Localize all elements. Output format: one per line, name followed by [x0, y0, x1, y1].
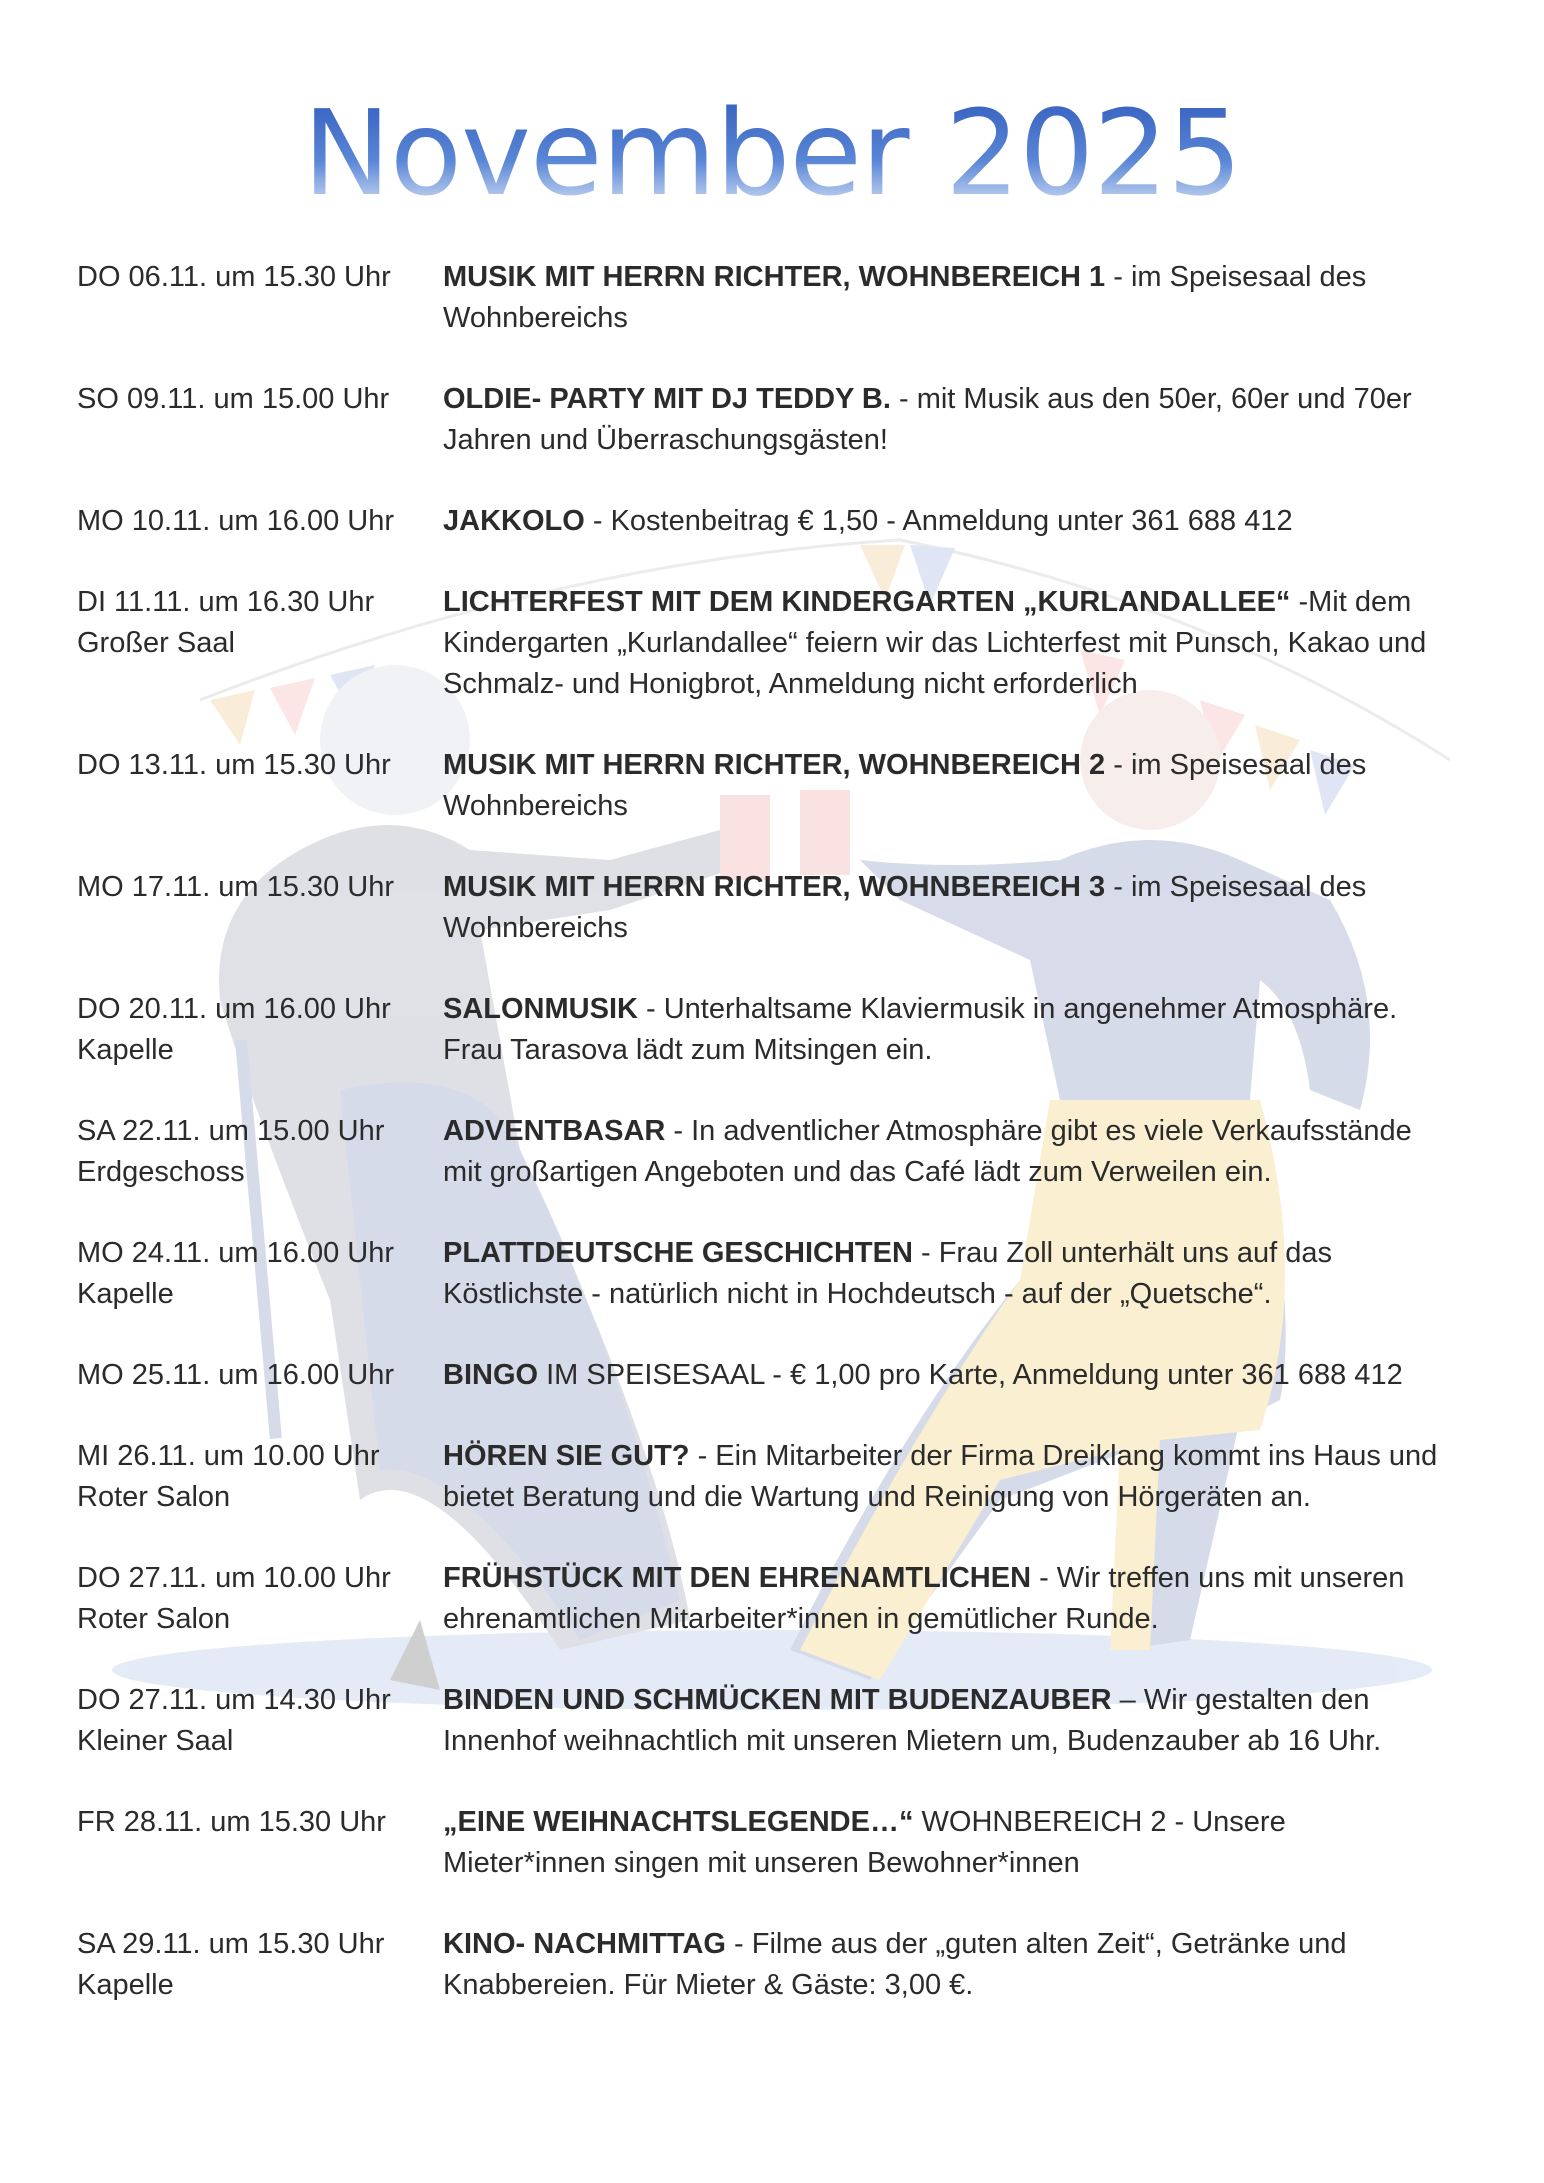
- event-headline: „EINE WEIHNACHTSLEGENDE…“: [443, 1806, 914, 1838]
- event-description: [443, 1802, 1443, 1884]
- event-when: [77, 1558, 443, 1640]
- event-date: MO 24.11. um 16.00 Uhr: [77, 1237, 395, 1269]
- event-when: [77, 1802, 443, 1884]
- event-location: Kapelle: [77, 1278, 174, 1310]
- event-description: [443, 1924, 1443, 2006]
- event-row: [77, 582, 1467, 705]
- page-title: November 2025: [303, 78, 1242, 228]
- event-when: [77, 1111, 443, 1193]
- event-when: [77, 582, 443, 705]
- event-row: [77, 257, 1467, 339]
- event-row: [77, 501, 1467, 542]
- event-date: MI 26.11. um 10.00 Uhr: [77, 1440, 380, 1472]
- event-date: MO 10.11. um 16.00 Uhr: [77, 505, 395, 537]
- event-description: [443, 379, 1443, 461]
- event-when: [77, 379, 443, 461]
- event-details: - im Speisesaal des Wohnbereichs: [443, 749, 1367, 822]
- event-description: [443, 257, 1443, 339]
- event-date: DO 06.11. um 15.30 Uhr: [77, 261, 391, 293]
- event-description: [443, 867, 1443, 949]
- event-details: - In adventlicher Atmosphäre gibt es viele Verkaufsstände mit großartigen Angeboten und das Café lädt zum Verweilen ein.: [443, 1115, 1412, 1188]
- event-list: [77, 257, 1467, 2046]
- event-date: DI 11.11. um 16.30 Uhr: [77, 586, 375, 618]
- title-container: [0, 78, 1544, 228]
- event-date: SO 09.11. um 15.00 Uhr: [77, 383, 390, 415]
- event-headline: SALONMUSIK: [443, 993, 638, 1025]
- event-details: IM SPEISESAAL - € 1,00 pro Karte, Anmeldung unter 361 688 412: [538, 1359, 1403, 1391]
- event-details: - Ein Mitarbeiter der Firma Dreiklang kommt ins Haus und bietet Beratung und die Wartung und Reinigung von Hörgeräten an.: [443, 1440, 1438, 1513]
- event-headline: ADVENTBASAR: [443, 1115, 666, 1147]
- event-row: [77, 1680, 1467, 1762]
- event-date: DO 20.11. um 16.00 Uhr: [77, 993, 391, 1025]
- event-when: [77, 745, 443, 827]
- event-details: - Frau Zoll unterhält uns auf das Köstlichste - natürlich nicht in Hochdeutsch - auf der „Quetsche“.: [443, 1237, 1333, 1310]
- event-headline: MUSIK MIT HERRN RICHTER, WOHNBEREICH 1: [443, 261, 1106, 293]
- event-row: [77, 379, 1467, 461]
- event-row: [77, 989, 1467, 1071]
- event-when: [77, 257, 443, 339]
- event-date: DO 27.11. um 14.30 Uhr: [77, 1684, 391, 1716]
- event-description: [443, 582, 1443, 705]
- event-description: [443, 989, 1443, 1071]
- event-headline: BINGO: [443, 1359, 539, 1391]
- event-description: [443, 501, 1443, 542]
- event-headline: PLATTDEUTSCHE GESCHICHTEN: [443, 1237, 913, 1269]
- event-location: Kleiner Saal: [77, 1725, 234, 1757]
- event-date: DO 27.11. um 10.00 Uhr: [77, 1562, 391, 1594]
- event-row: [77, 745, 1467, 827]
- event-headline: KINO- NACHMITTAG: [443, 1928, 726, 1960]
- event-description: [443, 1558, 1443, 1640]
- event-location: Roter Salon: [77, 1481, 231, 1513]
- event-details: - Wir treffen uns mit unseren ehrenamtlichen Mitarbeiter*innen in gemütlicher Runde.: [443, 1562, 1405, 1635]
- event-details: WOHNBEREICH 2 - Unsere Mieter*innen singen mit unseren Bewohner*innen: [443, 1806, 1286, 1879]
- event-headline: JAKKOLO: [443, 505, 585, 537]
- event-location: Erdgeschoss: [77, 1156, 245, 1188]
- event-when: [77, 1436, 443, 1518]
- event-when: [77, 1355, 443, 1396]
- event-description: [443, 1436, 1443, 1518]
- event-description: [443, 1355, 1443, 1396]
- event-headline: MUSIK MIT HERRN RICHTER, WOHNBEREICH 2: [443, 749, 1106, 781]
- event-date: SA 22.11. um 15.00 Uhr: [77, 1115, 385, 1147]
- event-row: [77, 1436, 1467, 1518]
- event-headline: BINDEN UND SCHMÜCKEN MIT BUDENZAUBER: [443, 1684, 1112, 1716]
- event-details: - im Speisesaal des Wohnbereichs: [443, 871, 1367, 944]
- event-location: Kapelle: [77, 1969, 174, 2001]
- event-headline: HÖREN SIE GUT?: [443, 1440, 690, 1472]
- event-date: MO 25.11. um 16.00 Uhr: [77, 1359, 395, 1391]
- event-row: [77, 1802, 1467, 1884]
- event-when: [77, 1233, 443, 1315]
- event-row: [77, 1355, 1467, 1396]
- event-location: Großer Saal: [77, 627, 235, 659]
- event-description: [443, 1680, 1443, 1762]
- event-headline: LICHTERFEST MIT DEM KINDERGARTEN „KURLANDALLEE“: [443, 586, 1291, 618]
- event-details: - im Speisesaal des Wohnbereichs: [443, 261, 1367, 334]
- event-when: [77, 1924, 443, 2006]
- event-row: [77, 867, 1467, 949]
- event-date: FR 28.11. um 15.30 Uhr: [77, 1806, 386, 1838]
- event-details: - Kostenbeitrag € 1,50 - Anmeldung unter 361 688 412: [584, 505, 1293, 537]
- event-location: Kapelle: [77, 1034, 174, 1066]
- event-location: Roter Salon: [77, 1603, 231, 1635]
- event-date: MO 17.11. um 15.30 Uhr: [77, 871, 395, 903]
- event-when: [77, 989, 443, 1071]
- event-headline: MUSIK MIT HERRN RICHTER, WOHNBEREICH 3: [443, 871, 1106, 903]
- event-description: [443, 745, 1443, 827]
- event-details: – Wir gestalten den Innenhof weihnachtlich mit unseren Mietern um, Budenzauber ab 16 Uhr.: [443, 1684, 1382, 1757]
- event-when: [77, 501, 443, 542]
- event-details: - mit Musik aus den 50er, 60er und 70er Jahren und Überraschungsgästen!: [443, 383, 1412, 456]
- event-row: [77, 1111, 1467, 1193]
- event-row: [77, 1558, 1467, 1640]
- event-description: [443, 1233, 1443, 1315]
- event-row: [77, 1233, 1467, 1315]
- event-date: SA 29.11. um 15.30 Uhr: [77, 1928, 385, 1960]
- event-details: -Mit dem Kindergarten „Kurlandallee“ feiern wir das Lichterfest mit Punsch, Kakao und Schmalz- und Honigbrot, Anmeldung nicht erforderlich: [443, 586, 1427, 700]
- event-description: [443, 1111, 1443, 1193]
- event-headline: OLDIE- PARTY MIT DJ TEDDY B.: [443, 383, 891, 415]
- event-details: - Unterhaltsame Klaviermusik in angenehmer Atmosphäre. Frau Tarasova lädt zum Mitsingen ein.: [443, 993, 1398, 1066]
- event-headline: FRÜHSTÜCK MIT DEN EHRENAMTLICHEN: [443, 1562, 1032, 1594]
- event-details: - Filme aus der „guten alten Zeit“, Getränke und Knabbereien. Für Mieter & Gäste: 3,00 €.: [443, 1928, 1347, 2001]
- event-when: [77, 867, 443, 949]
- event-date: DO 13.11. um 15.30 Uhr: [77, 749, 391, 781]
- event-when: [77, 1680, 443, 1762]
- event-row: [77, 1924, 1467, 2006]
